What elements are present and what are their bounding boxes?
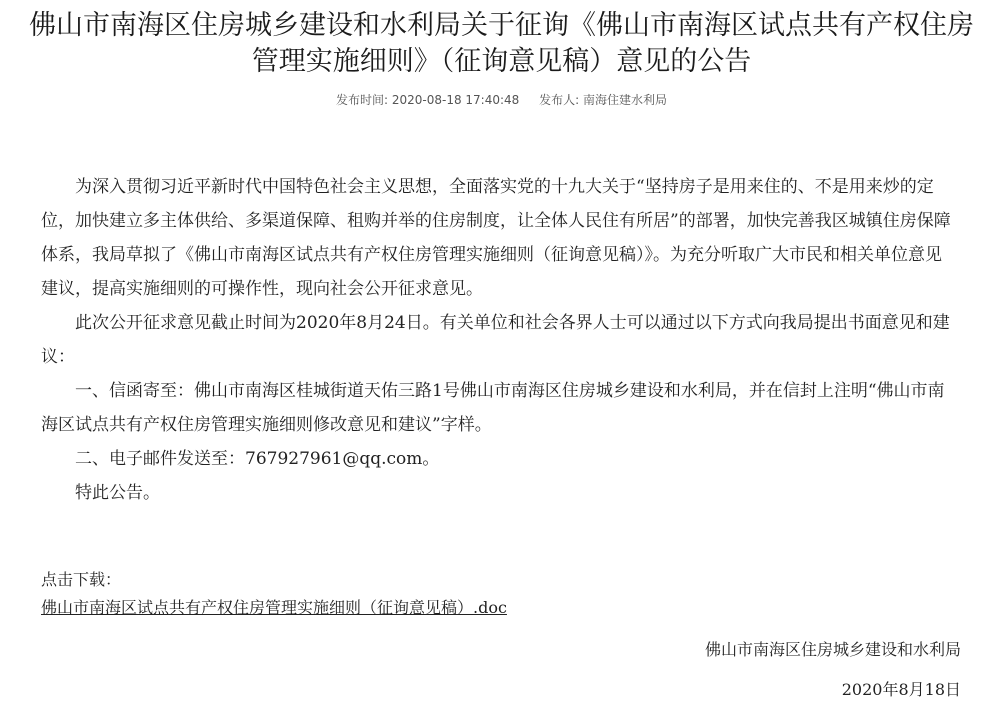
article-meta [0, 91, 1003, 108]
download-label: 点击下载： [41, 570, 122, 589]
publisher-value: 南海住建水利局 [583, 93, 668, 107]
publisher [539, 93, 667, 107]
paragraph-deadline: 此次公开征求意见截止时间为2020年8月24日。有关单位和社会各界人士可以通过以下方式向我局提出书面意见和建议： [41, 313, 950, 367]
signature-org: 佛山市南海区住房城乡建设和水利局 [704, 640, 961, 659]
paragraph-closing: 特此公告。 [75, 483, 160, 503]
signature-block [705, 630, 961, 710]
download-doc-link[interactable]: 佛山市南海区试点共有产权住房管理实施细则（征询意见稿）.doc [41, 598, 507, 617]
article-body [41, 170, 956, 510]
publish-time-value: 2020-08-18 17:40:48 [391, 93, 520, 107]
title-line-2: 管理实施细则》（征询意见稿）意见的公告 [251, 46, 752, 77]
download-section [41, 566, 507, 622]
signature-date: 2020年8月18日 [841, 680, 961, 699]
publisher-label: 发布人: [539, 93, 580, 107]
paragraph-mail: 一、信函寄至：佛山市南海区桂城街道天佑三路1号佛山市南海区住房城乡建设和水利局，并在信封上注明“佛山市南海区试点共有产权住房管理实施细则修改意见和建议”字样。 [41, 381, 945, 435]
article-title [0, 8, 1003, 80]
paragraph-email: 二、电子邮件发送至：767927961@qq.com。 [75, 449, 440, 469]
publish-time [336, 93, 523, 107]
title-line-1: 佛山市南海区住房城乡建设和水利局关于征询《佛山市南海区试点共有产权住房 [29, 10, 974, 41]
publish-time-label: 发布时间: [335, 93, 389, 107]
paragraph-intro: 为深入贯彻习近平新时代中国特色社会主义思想，全面落实党的十九大关于“坚持房子是用来住的、不是用来炒的定位，加快建立多主体供给、多渠道保障、租购并举的住房制度，让全体人民住有所居”的部署，加快完善我区城镇住房保障体系，我局草拟了《佛山市南海区试点共有产权住房管理实施细则（征询意见稿）》。为充分听取广大市民和相关单位意见建议，提高实施细则的可操作性，现向社会公开征求意见。 [41, 177, 951, 299]
